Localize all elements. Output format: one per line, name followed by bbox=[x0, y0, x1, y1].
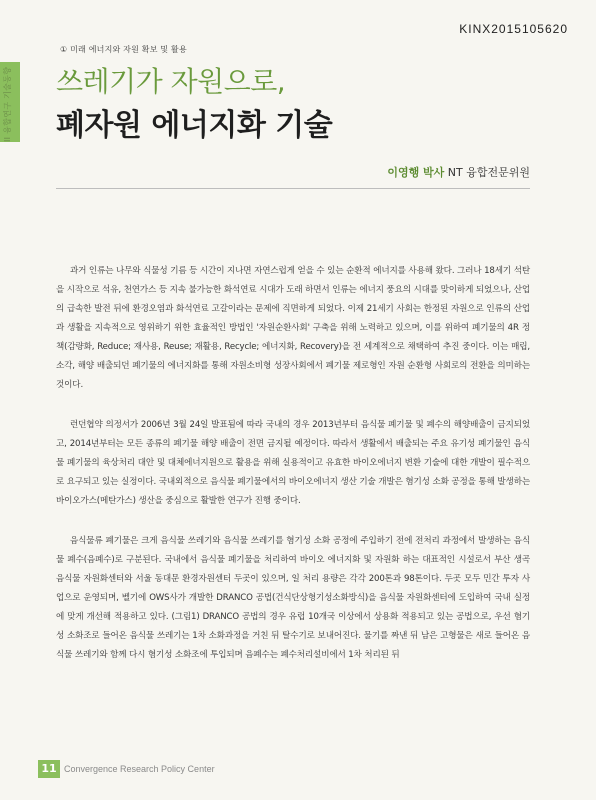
page-number: 11 bbox=[38, 760, 60, 778]
page-title-line2: 폐자원 에너지화 기술 bbox=[56, 108, 333, 143]
author-affiliation: NT 융합전문위원 bbox=[447, 166, 530, 179]
footer-organization: Convergence Research Policy Center bbox=[64, 764, 215, 774]
side-section-label: II 융합연구 기술동향 bbox=[3, 66, 12, 142]
section-label: ① 미래 에너지와 자원 확보 및 활용 bbox=[60, 45, 187, 54]
author-divider bbox=[56, 188, 530, 189]
page-title-line1: 쓰레기가 자원으로, bbox=[56, 65, 286, 98]
body-paragraph-2: 런던협약 의정서가 2006년 3월 24일 발표됨에 따라 국내의 경우 2013년부터 음식물 폐기물 및 폐수의 해양배출이 금지되었고, 2014년부터는 모든 종류의 폐기물 해양 배출이 전면 금지될 예정이다. 따라서 생활에서 배출되는 주요 유기성 폐기물인 음식물 폐기물의 육상처리 대안 및 대체에너지원으로 활용을 위해 실용적이고 유효한 바이오에너지 변환 기술에 대한 개발이 필수적으로 요구되고 있는 실정이다. 국내외적으로 음식물 폐기물에서의 바이오에너지 생산 기술 개발은 혐기성 소화 공정을 통해 발생하는 바이오가스(메탄가스) 생산을 중심으로 활발한 연구가 진행 중이다. bbox=[56, 420, 530, 506]
author-byline bbox=[387, 164, 530, 180]
author-name: 이영행 박사 bbox=[387, 166, 445, 179]
article-body bbox=[56, 262, 530, 686]
document-id: KINX2015105620 bbox=[459, 22, 568, 36]
body-paragraph-1: 과거 인류는 나무와 식물성 기름 등 시간이 지나면 자연스럽게 얻을 수 있는 순환적 에너지를 사용해 왔다. 그러나 18세기 석탄을 시작으로 석유, 천연가스 등 지속 불가능한 화석연료 시대가 도래 하면서 인류는 에너지 풍요의 시대를 맞이하게 되었으나, 산업의 급속한 발전 뒤에 환경오염과 화석연료 고갈이라는 문제에 직면하게 되었다. 이제 21세기 사회는 한정된 자원으로 인류의 산업과 생활을 지속적으로 영위하기 위한 효율적인 방법인 '자원순환사회' 구축을 위해 노력하고 있으며, 이를 위하여 폐기물의 4R 정책(감량화, Reduce; 재사용, Reuse; 재활용, Recycle; 에너지화, Recovery)을 전 세계적으로 채택하여 추진 중이다. 이는 매립, 소각, 해양 배출되던 폐기물의 에너지화를 통해 자원소비형 성장사회에서 폐기물 제로형인 자원 순환형 사회로의 전환을 의미하는 것이다. bbox=[56, 266, 530, 390]
body-paragraph-3: 음식물류 폐기물은 크게 음식물 쓰레기와 음식물 쓰레기를 혐기성 소화 공정에 주입하기 전에 전처리 과정에서 발생하는 음식물 폐수(음폐수)로 구분된다. 국내에서 음식물 폐기물을 처리하여 바이오 에너지화 및 자원화 하는 대표적인 시설로서 부산 생곡 음식물 자원화센터와 서울 동대문 환경자원센터 두곳이 있으며, 일 처리 용량은 각각 200톤과 98톤이다. 두곳 모두 민간 투자 사업으로 운영되며, 벨기에 OWS사가 개발한 DRANCO 공법(건식단상형기성소화방식)을 음식물 자원화센터에 도입하여 국내 실정에 맞게 개선해 적용하고 있다. (그림1) DRANCO 공법의 경우 유럽 10개국 이상에서 상용화 적용되고 있는 공법으로, 우선 혐기성 소화조로 들어온 음식물 쓰레기는 1차 소화과정을 거친 뒤 탈수기로 보내어진다. 물기를 짜낸 뒤 남은 고형물은 새로 들어온 음식물 쓰레기와 함께 다시 혐기성 소화조에 투입되며 음폐수는 폐수처리설비에서 1차 처리된 뒤 bbox=[56, 536, 530, 660]
